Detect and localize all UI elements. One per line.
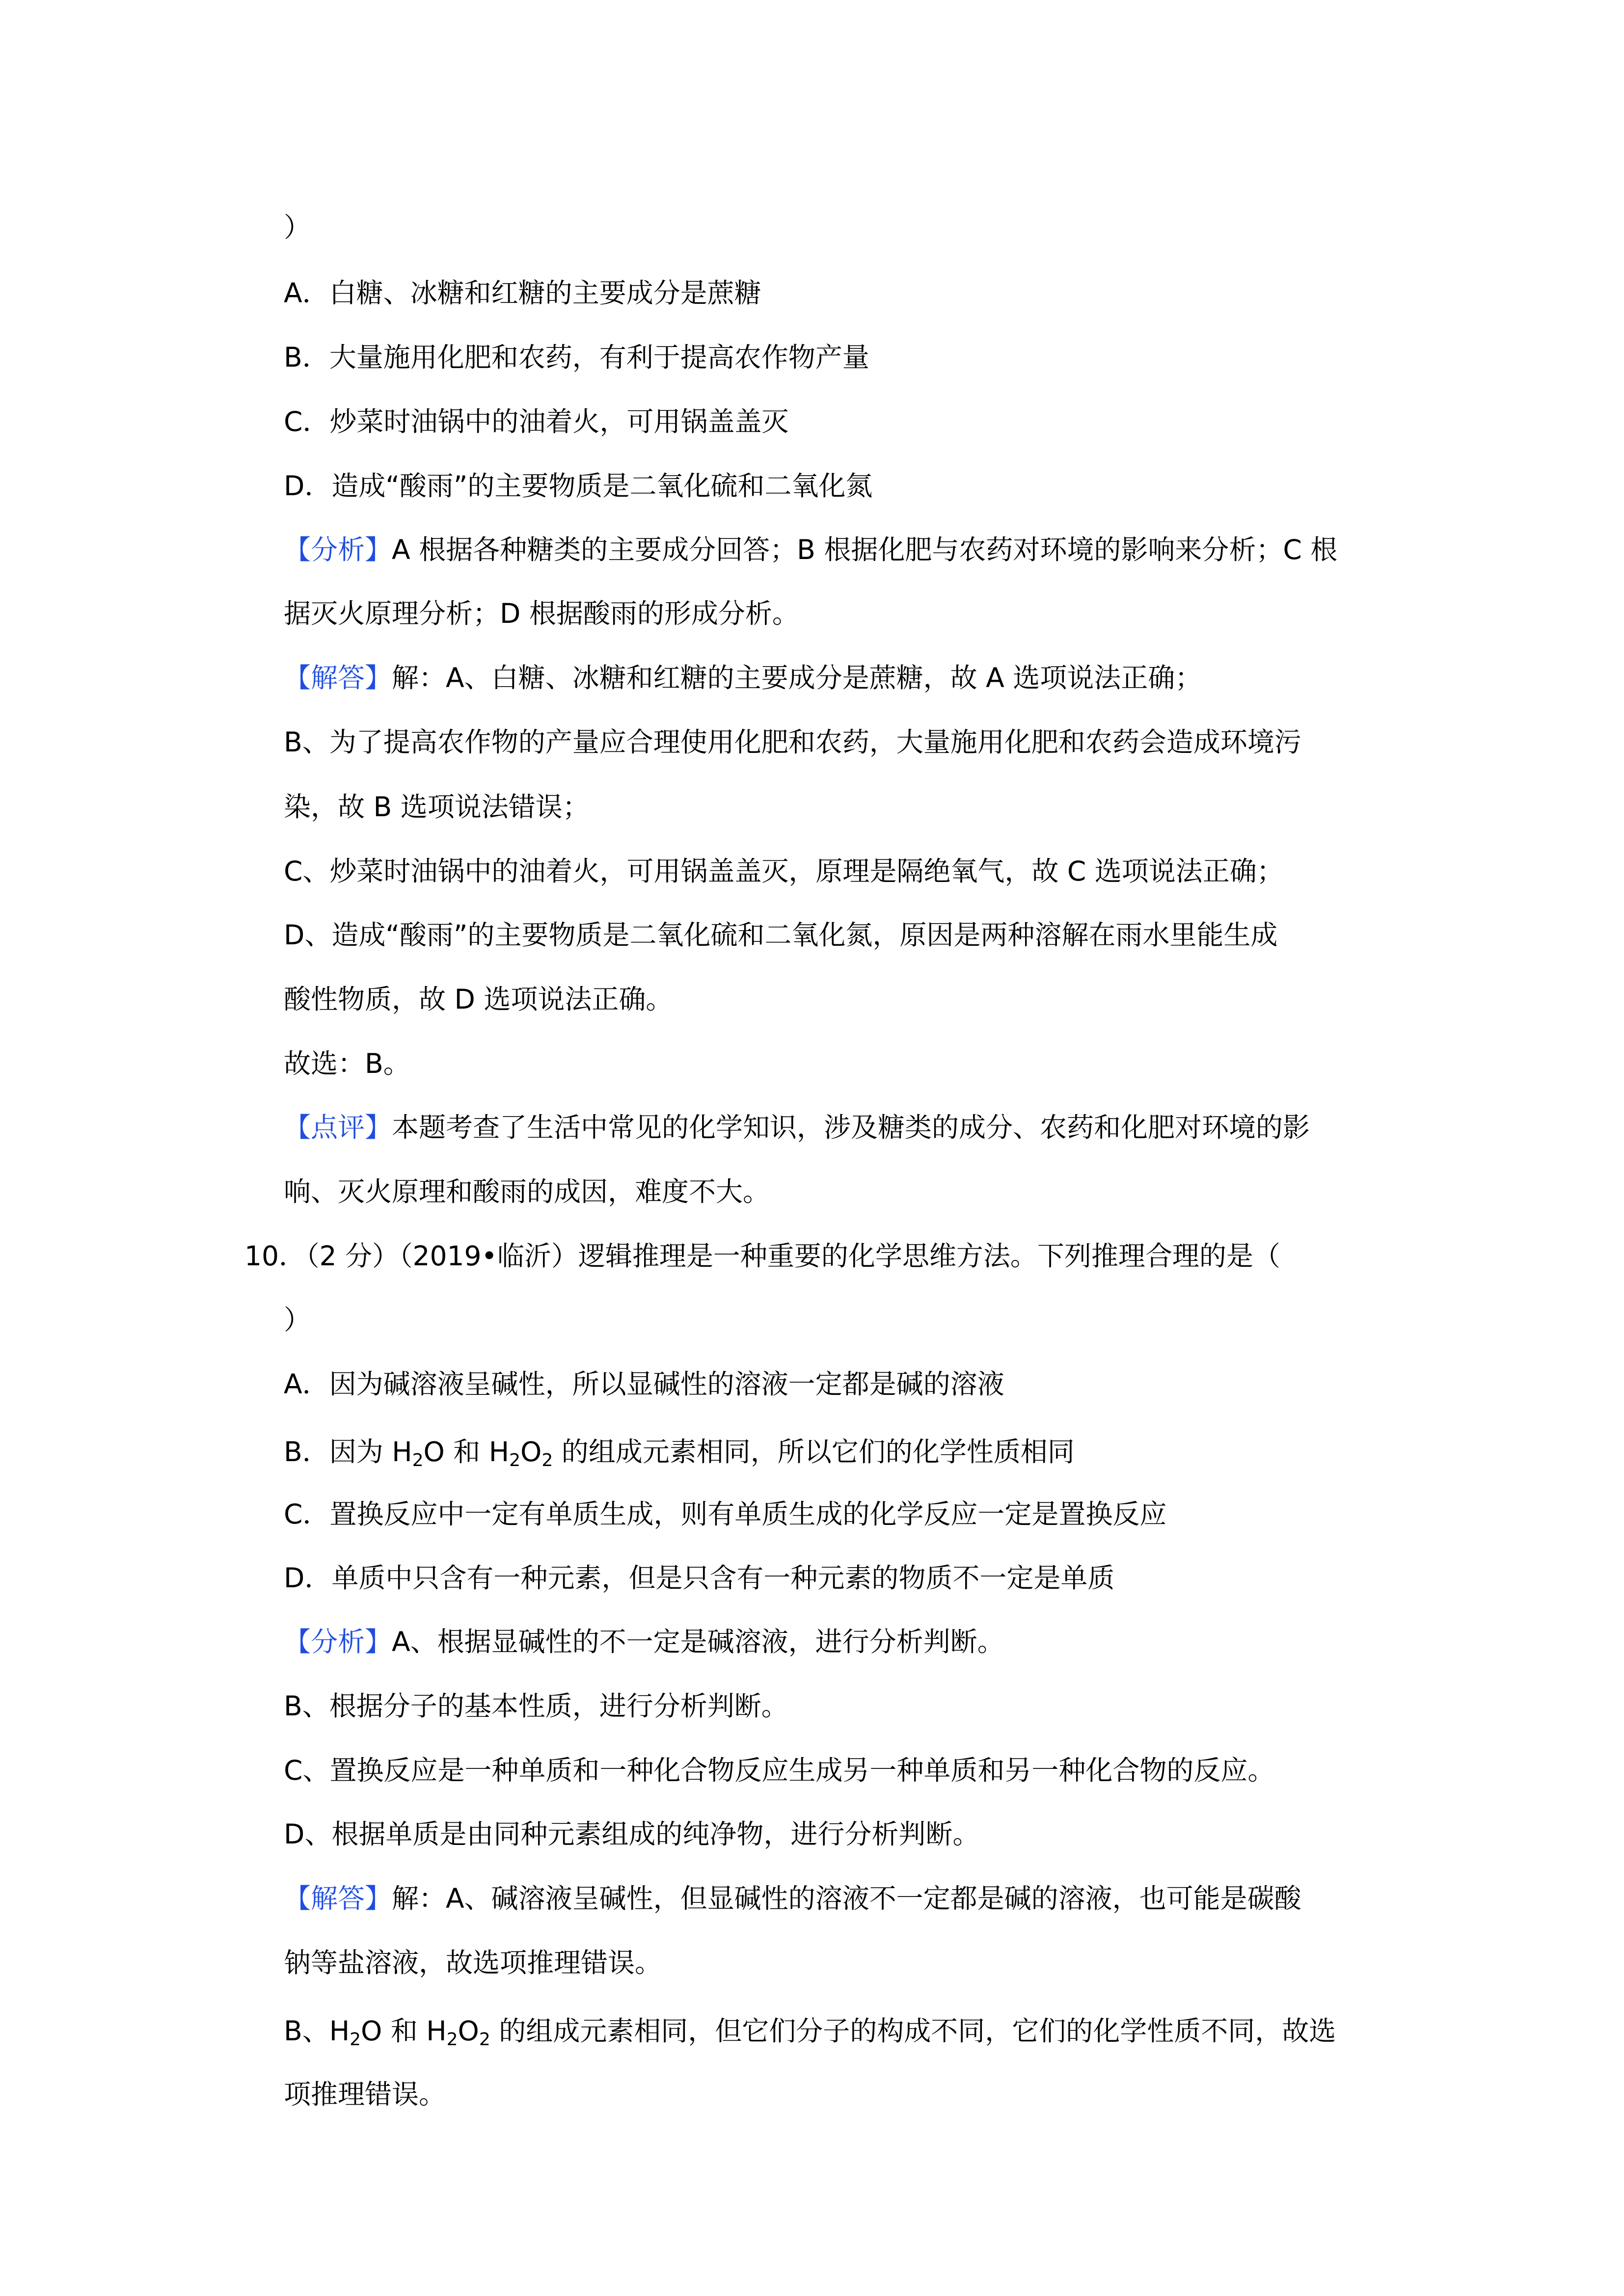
q10-option-c: C．置换反应中一定有单质生成，则有单质生成的化学反应一定是置换反应 (284, 1498, 1167, 1530)
analysis-text: A 根据各种糖类的主要成分回答；B 根据化肥与农药对环境的影响来分析；C 根 (392, 534, 1338, 565)
q9-answer-choice: 故选：B。 (284, 1048, 410, 1079)
q9-answer-line4: C、炒菜时油锅中的油着火，可用锅盖盖灭，原理是隔绝氧气，故 C 选项说法正确； (284, 855, 1284, 887)
q9-comment-line2: 响、灭火原理和酸雨的成因，难度不大。 (284, 1176, 770, 1207)
answer-tag: 【解答】 (284, 1883, 392, 1914)
q10-analysis-line1 (284, 1625, 1004, 1659)
q10-analysis-line2: B、根据分子的基本性质，进行分析判断。 (284, 1690, 788, 1722)
analysis-text: A、根据显碱性的不一定是碱溶液，进行分析判断。 (392, 1626, 1004, 1657)
answer-b-text-3: O (458, 2015, 479, 2047)
subscript: 2 (446, 2029, 458, 2050)
subscript: 2 (541, 1450, 553, 1470)
q10-stem: 10．（2 分）（2019•临沂）逻辑推理是一种重要的化学思维方法。下列推理合理的是（ (244, 1240, 1280, 1272)
q9-option-b: B．大量施用化肥和农药，有利于提高农作物产量 (284, 342, 869, 373)
answer-text: 解：A、白糖、冰糖和红糖的主要成分是蔗糖，故 A 选项说法正确； (392, 662, 1202, 694)
q9-close-paren: ） (284, 212, 311, 243)
q10-answer-line1 (284, 1881, 1301, 1916)
answer-tag: 【解答】 (284, 662, 392, 694)
q10-option-b (284, 1435, 1075, 1469)
q9-option-c: C．炒菜时油锅中的油着火，可用锅盖盖灭 (284, 406, 789, 437)
subscript: 2 (412, 1450, 424, 1470)
q9-answer-line1 (284, 661, 1202, 695)
q10-answer-line3 (284, 2014, 1336, 2048)
q10-answer-line4: 项推理错误。 (284, 2079, 446, 2110)
q10-analysis-line3: C、置换反应是一种单质和一种化合物反应生成另一种单质和另一种化合物的反应。 (284, 1755, 1275, 1786)
q9-option-d: D．造成“酸雨”的主要物质是二氧化硫和二氧化氮 (284, 470, 873, 502)
subscript: 2 (509, 1450, 521, 1470)
answer-text: 解：A、碱溶液呈碱性，但显碱性的溶液不一定都是碱的溶液，也可能是碳酸 (392, 1883, 1301, 1914)
q9-analysis-line1 (284, 533, 1337, 567)
q9-answer-line5: D、造成“酸雨”的主要物质是二氧化硫和二氧化氮，原因是两种溶解在雨水里能生成 (284, 919, 1278, 951)
q10-option-d: D．单质中只含有一种元素，但是只含有一种元素的物质不一定是单质 (284, 1562, 1115, 1594)
analysis-tag: 【分析】 (284, 534, 392, 565)
answer-b-text-1: B、H (284, 2015, 350, 2047)
q9-comment-line1 (284, 1110, 1310, 1145)
comment-tag: 【点评】 (284, 1112, 392, 1143)
subscript: 2 (350, 2029, 361, 2050)
q10-answer-line2: 钠等盐溶液，故选项推理错误。 (284, 1947, 662, 1978)
subscript: 2 (479, 2029, 490, 2050)
option-b-text-3: O (520, 1436, 542, 1468)
q9-answer-line2: B、为了提高农作物的产量应合理使用化肥和农药，大量施用化肥和农药会造成环境污 (284, 726, 1301, 758)
q9-answer-line6: 酸性物质，故 D 选项说法正确。 (284, 984, 673, 1015)
q10-close-paren: ） (284, 1304, 311, 1335)
analysis-tag: 【分析】 (284, 1626, 392, 1657)
q9-answer-line3: 染，故 B 选项说法错误； (284, 791, 590, 823)
option-b-text-1: B．因为 H (284, 1436, 412, 1468)
q10-analysis-line4: D、根据单质是由同种元素组成的纯净物，进行分析判断。 (284, 1818, 980, 1850)
option-b-text-2: O 和 H (423, 1436, 510, 1468)
q9-option-a: A．白糖、冰糖和红糖的主要成分是蔗糖 (284, 277, 761, 309)
option-b-text-4: 的组成元素相同，所以它们的化学性质相同 (553, 1436, 1075, 1468)
comment-text: 本题考查了生活中常见的化学知识，涉及糖类的成分、农药和化肥对环境的影 (392, 1112, 1310, 1143)
answer-b-text-4: 的组成元素相同，但它们分子的构成不同，它们的化学性质不同，故选 (490, 2015, 1336, 2047)
answer-b-text-2: O 和 H (361, 2015, 447, 2047)
q9-analysis-line2: 据灭火原理分析；D 根据酸雨的形成分析。 (284, 598, 799, 629)
q10-option-a: A．因为碱溶液呈碱性，所以显碱性的溶液一定都是碱的溶液 (284, 1368, 1004, 1400)
